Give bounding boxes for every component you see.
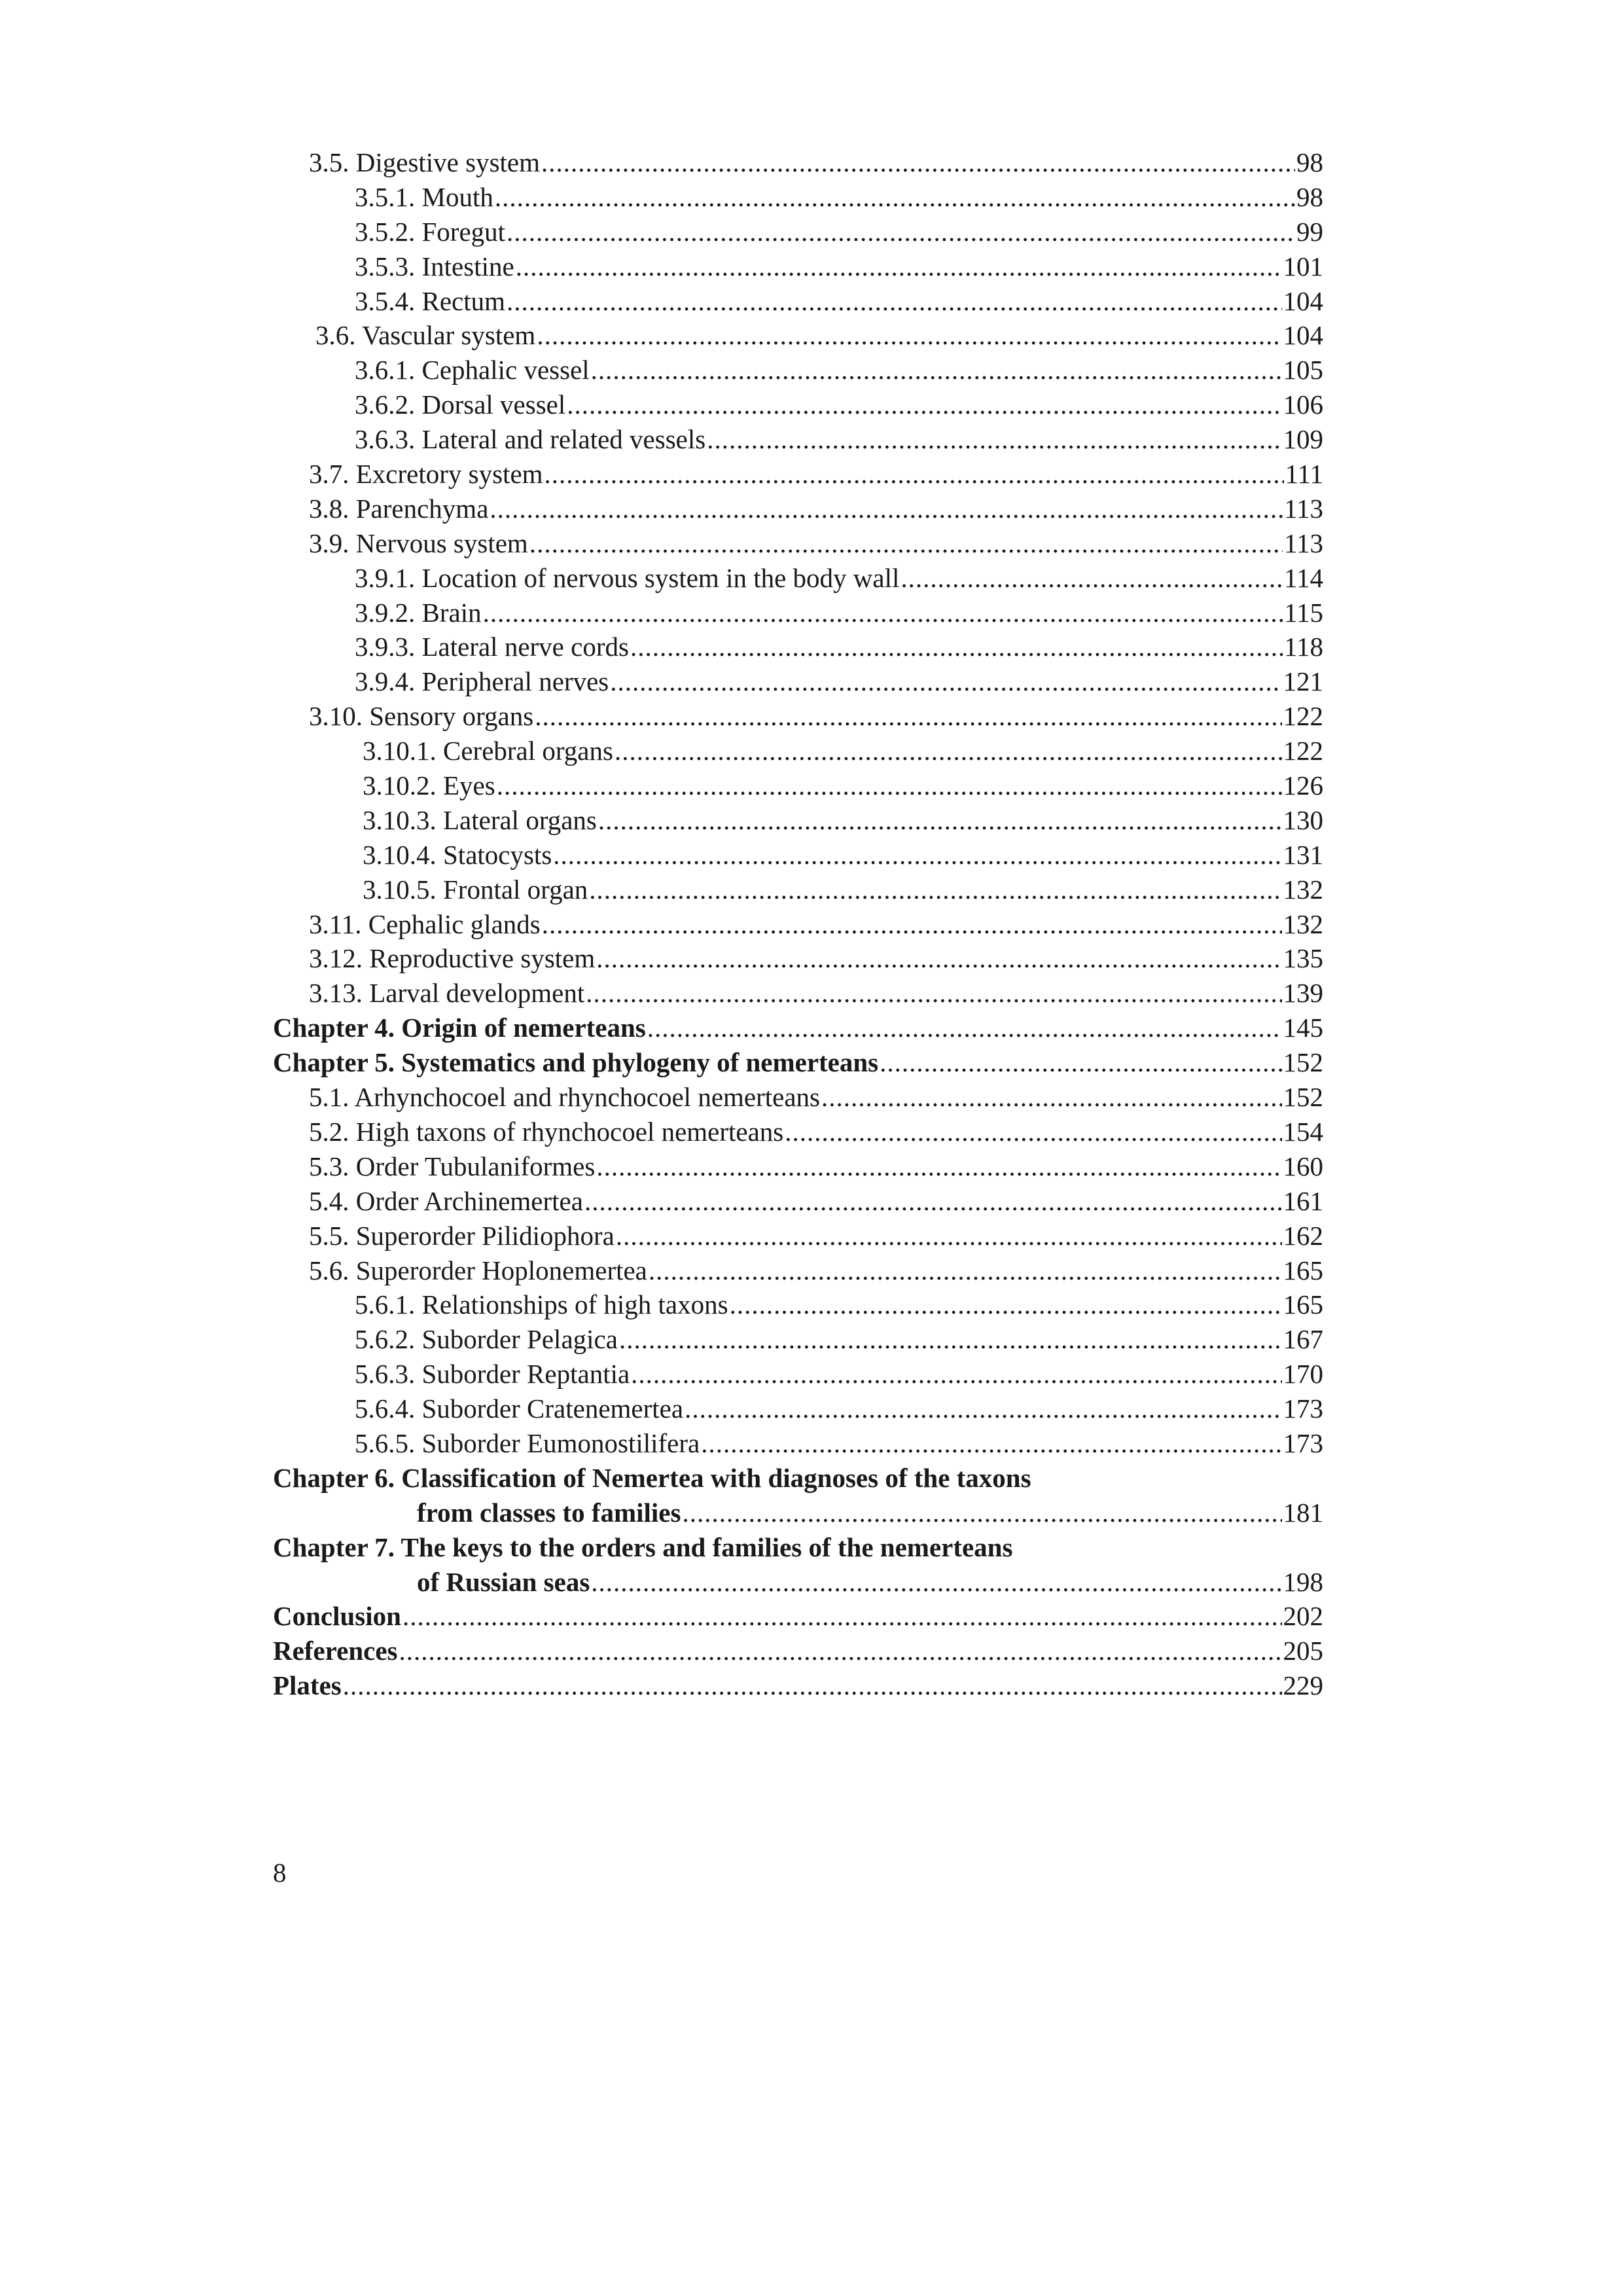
- toc-entry[interactable]: [273, 561, 1323, 596]
- toc-entry[interactable]: [273, 422, 1323, 457]
- toc-entry[interactable]: [273, 768, 1323, 803]
- dot-leader: [507, 284, 1281, 319]
- dot-leader: [586, 976, 1281, 1011]
- dot-leader: [567, 387, 1281, 422]
- toc-entry-page: 115: [1284, 597, 1323, 628]
- toc-entry[interactable]: [273, 1253, 1323, 1288]
- dot-leader: [529, 526, 1283, 561]
- toc-chapter-entry[interactable]: [273, 1011, 1323, 1045]
- dot-leader: [615, 734, 1282, 768]
- toc-entry-page: 181: [1283, 1497, 1323, 1528]
- toc-entry-page: 101: [1283, 251, 1323, 281]
- toc-entry-page: 132: [1283, 908, 1323, 939]
- toc-entry[interactable]: [273, 249, 1323, 284]
- toc-chapter-heading: [273, 1530, 1323, 1565]
- toc-entry[interactable]: [273, 907, 1323, 942]
- toc-entry-title: 3.9.4. Peripheral nerves: [355, 666, 609, 697]
- toc-entry-title: 3.10.5. Frontal organ: [363, 874, 588, 905]
- toc-entry-page: 105: [1283, 355, 1323, 386]
- toc-entry-title: 3.9. Nervous system: [309, 528, 528, 558]
- toc-chapter-entry[interactable]: [273, 1565, 1323, 1600]
- dot-leader: [483, 596, 1283, 630]
- page-number: 8: [273, 1857, 287, 1888]
- toc-entry-title: 3.5.1. Mouth: [355, 181, 493, 212]
- toc-entry-title: Chapter 5. Systematics and phylogeny of nemerteans: [273, 1047, 879, 1078]
- toc-entry-title: 3.8. Parenchyma: [309, 493, 489, 524]
- dot-leader: [616, 1219, 1282, 1253]
- toc-entry[interactable]: [273, 1287, 1323, 1322]
- toc-entry-title: Chapter 7. The keys to the orders and families of the nemerteans: [273, 1532, 1013, 1562]
- dot-leader: [901, 561, 1283, 596]
- toc-entry-page: 162: [1283, 1220, 1323, 1251]
- toc-entry-title: 3.10.2. Eyes: [363, 770, 495, 801]
- toc-entry-title: References: [273, 1636, 398, 1666]
- toc-entry-title: 3.10.4. Statocysts: [363, 839, 552, 870]
- dot-leader: [596, 941, 1281, 976]
- toc-chapter-entry[interactable]: [273, 1599, 1323, 1634]
- dot-leader: [591, 353, 1282, 387]
- toc-entry-page: 118: [1284, 632, 1323, 662]
- toc-entry-page: 152: [1283, 1047, 1323, 1078]
- dot-leader: [631, 1357, 1281, 1391]
- dot-leader: [399, 1634, 1281, 1668]
- toc-entry-title: 3.6.1. Cephalic vessel: [355, 355, 590, 386]
- toc-entry-page: 170: [1283, 1359, 1323, 1390]
- dot-leader: [507, 215, 1295, 249]
- dot-leader: [647, 1011, 1282, 1045]
- toc-entry-title: 3.5. Digestive system: [309, 147, 541, 177]
- dot-leader: [598, 803, 1282, 838]
- toc-entry-page: 160: [1283, 1151, 1323, 1181]
- toc-entry[interactable]: [273, 734, 1323, 768]
- toc-entry-title: 3.5.4. Rectum: [355, 285, 506, 316]
- toc-entry-title: 5.3. Order Tubulaniformes: [309, 1151, 596, 1181]
- toc-entry-title: 5.6.1. Relationships of high taxons: [355, 1289, 728, 1320]
- dot-leader: [682, 1496, 1281, 1530]
- toc-entry-page: 173: [1283, 1427, 1323, 1458]
- toc-entry-page: 165: [1283, 1289, 1323, 1320]
- toc-entry-title: 5.1. Arhynchocoel and rhynchocoel nemerteans: [309, 1082, 821, 1113]
- toc-entry-page: 132: [1283, 874, 1323, 905]
- toc-entry[interactable]: [273, 1115, 1323, 1149]
- toc-entry-title: 5.6.2. Suborder Pelagica: [355, 1324, 618, 1355]
- toc-entry-page: 122: [1283, 701, 1323, 732]
- dot-leader: [821, 1080, 1281, 1115]
- toc-entry-page: 145: [1283, 1013, 1323, 1043]
- toc-entry-page: 104: [1283, 285, 1323, 316]
- dot-leader: [610, 664, 1281, 699]
- toc-entry[interactable]: [273, 664, 1323, 699]
- toc-entry-title: 3.9.3. Lateral nerve cords: [355, 632, 629, 662]
- toc-entry-title: 3.12. Reproductive system: [309, 943, 596, 974]
- toc-entry[interactable]: [273, 215, 1323, 249]
- toc-entry-title: 5.6.5. Suborder Eumonostilifera: [355, 1427, 700, 1458]
- toc-chapter-entry[interactable]: [273, 1668, 1323, 1703]
- dot-leader: [402, 1599, 1282, 1634]
- toc-entry[interactable]: [273, 387, 1323, 422]
- toc-entry-title: 3.10.3. Lateral organs: [363, 804, 597, 835]
- toc-entry[interactable]: [273, 492, 1323, 526]
- toc-entry-title: Chapter 6. Classification of Nemertea with diagnoses of the taxons: [273, 1462, 1031, 1493]
- toc-entry-title: 3.13. Larval development: [309, 978, 585, 1009]
- dot-leader: [701, 1426, 1281, 1461]
- toc-entry[interactable]: [273, 457, 1323, 492]
- toc-entry[interactable]: [273, 1322, 1323, 1357]
- toc-entry-page: 139: [1283, 978, 1323, 1009]
- toc-entry[interactable]: [273, 941, 1323, 976]
- toc-entry-page: 130: [1283, 804, 1323, 835]
- toc-entry-title: 5.6. Superorder Hoplonemertea: [309, 1255, 647, 1285]
- toc-entry[interactable]: [273, 1149, 1323, 1184]
- toc-entry-page: 154: [1283, 1116, 1323, 1147]
- toc-entry-page: 98: [1296, 147, 1323, 177]
- toc-entry-page: 113: [1284, 528, 1323, 558]
- table-of-contents: [273, 145, 1323, 1703]
- toc-entry-title: Plates: [273, 1670, 342, 1701]
- toc-entry-title: 5.6.3. Suborder Reptantia: [355, 1359, 630, 1390]
- toc-entry[interactable]: [273, 145, 1323, 180]
- toc-entry-page: 135: [1283, 943, 1323, 974]
- toc-entry-title: 3.6. Vascular system: [315, 320, 536, 351]
- toc-entry-page: 109: [1283, 424, 1323, 455]
- dot-leader: [596, 1149, 1281, 1184]
- toc-entry[interactable]: [273, 1184, 1323, 1219]
- toc-entry-title: 3.5.2. Foregut: [355, 216, 506, 247]
- dot-leader: [584, 1184, 1282, 1219]
- toc-entry-title: 3.6.3. Lateral and related vessels: [355, 424, 706, 455]
- toc-entry-page: 114: [1284, 562, 1323, 593]
- toc-entry-title: 5.2. High taxons of rhynchocoel nemerteans: [309, 1116, 784, 1147]
- toc-chapter-entry[interactable]: [273, 1045, 1323, 1080]
- toc-entry-page: 126: [1283, 770, 1323, 801]
- dot-leader: [495, 180, 1295, 215]
- toc-entry-page: 205: [1283, 1636, 1323, 1666]
- toc-entry-page: 202: [1283, 1601, 1323, 1632]
- toc-entry-title: Chapter 4. Origin of nemerteans: [273, 1013, 646, 1043]
- toc-entry-page: 152: [1283, 1082, 1323, 1113]
- toc-entry-page: 173: [1283, 1393, 1323, 1424]
- dot-leader: [490, 492, 1283, 526]
- toc-entry-continuation: of Russian seas: [417, 1566, 590, 1597]
- toc-entry-page: 198: [1283, 1566, 1323, 1597]
- toc-entry[interactable]: [273, 699, 1323, 734]
- toc-entry[interactable]: [273, 180, 1323, 215]
- dot-leader: [516, 249, 1282, 284]
- toc-entry[interactable]: [273, 526, 1323, 561]
- toc-entry[interactable]: [273, 1219, 1323, 1253]
- toc-entry-continuation: from classes to families: [417, 1497, 681, 1528]
- dot-leader: [619, 1322, 1282, 1357]
- dot-leader: [537, 318, 1281, 353]
- dot-leader: [685, 1391, 1281, 1426]
- dot-leader: [541, 145, 1295, 180]
- dot-leader: [707, 422, 1281, 457]
- toc-entry[interactable]: [273, 284, 1323, 319]
- toc-entry-page: 167: [1283, 1324, 1323, 1355]
- toc-entry-page: 99: [1296, 216, 1323, 247]
- toc-entry[interactable]: [273, 1391, 1323, 1426]
- toc-entry-title: 3.9.2. Brain: [355, 597, 482, 628]
- dot-leader: [343, 1668, 1282, 1703]
- toc-entry-title: 3.7. Excretory system: [309, 459, 543, 490]
- toc-entry-title: 3.10.1. Cerebral organs: [363, 736, 613, 766]
- toc-entry[interactable]: [273, 838, 1323, 872]
- toc-chapter-entry[interactable]: [273, 1496, 1323, 1530]
- dot-leader: [591, 1565, 1281, 1600]
- dot-leader: [544, 457, 1284, 492]
- toc-entry-page: 121: [1283, 666, 1323, 697]
- toc-entry-page: 98: [1296, 181, 1323, 212]
- toc-entry-page: 104: [1283, 320, 1323, 351]
- toc-chapter-heading: [273, 1461, 1323, 1496]
- dot-leader: [649, 1253, 1282, 1288]
- dot-leader: [535, 699, 1281, 734]
- toc-entry-title: 3.5.3. Intestine: [355, 251, 514, 281]
- toc-entry-page: 165: [1283, 1255, 1323, 1285]
- toc-entry-title: 3.9.1. Location of nervous system in the body wall: [355, 562, 900, 593]
- toc-entry-title: Conclusion: [273, 1601, 401, 1632]
- toc-entry-title: 5.4. Order Archinemertea: [309, 1185, 583, 1216]
- toc-entry-title: 5.6.4. Suborder Cratenemertea: [355, 1393, 684, 1424]
- toc-entry[interactable]: [273, 630, 1323, 664]
- toc-entry-page: 122: [1283, 736, 1323, 766]
- toc-entry[interactable]: [273, 353, 1323, 387]
- dot-leader: [497, 768, 1282, 803]
- toc-entry-title: 5.5. Superorder Pilidiophora: [309, 1220, 615, 1251]
- toc-entry[interactable]: [273, 976, 1323, 1011]
- dot-leader: [880, 1045, 1281, 1080]
- toc-entry[interactable]: [273, 872, 1323, 907]
- toc-entry-page: 229: [1283, 1670, 1323, 1701]
- toc-entry-title: 3.11. Cephalic glands: [309, 908, 541, 939]
- toc-entry[interactable]: [273, 1080, 1323, 1115]
- dot-leader: [542, 907, 1282, 942]
- dot-leader: [630, 630, 1283, 664]
- toc-entry-title: 3.6.2. Dorsal vessel: [355, 389, 566, 420]
- dot-leader: [589, 872, 1281, 907]
- toc-entry[interactable]: [273, 803, 1323, 838]
- dot-leader: [553, 838, 1281, 872]
- toc-entry-page: 161: [1283, 1185, 1323, 1216]
- dot-leader: [785, 1115, 1281, 1149]
- toc-entry[interactable]: [273, 596, 1323, 630]
- toc-entry-page: 111: [1285, 459, 1323, 490]
- toc-entry-page: 113: [1284, 493, 1323, 524]
- dot-leader: [730, 1287, 1282, 1322]
- toc-entry-page: 131: [1283, 839, 1323, 870]
- toc-entry[interactable]: [273, 1426, 1323, 1461]
- toc-entry-title: 3.10. Sensory organs: [309, 701, 534, 732]
- toc-entry[interactable]: [273, 318, 1323, 353]
- toc-chapter-entry[interactable]: [273, 1634, 1323, 1668]
- toc-entry-page: 106: [1283, 389, 1323, 420]
- toc-entry[interactable]: [273, 1357, 1323, 1391]
